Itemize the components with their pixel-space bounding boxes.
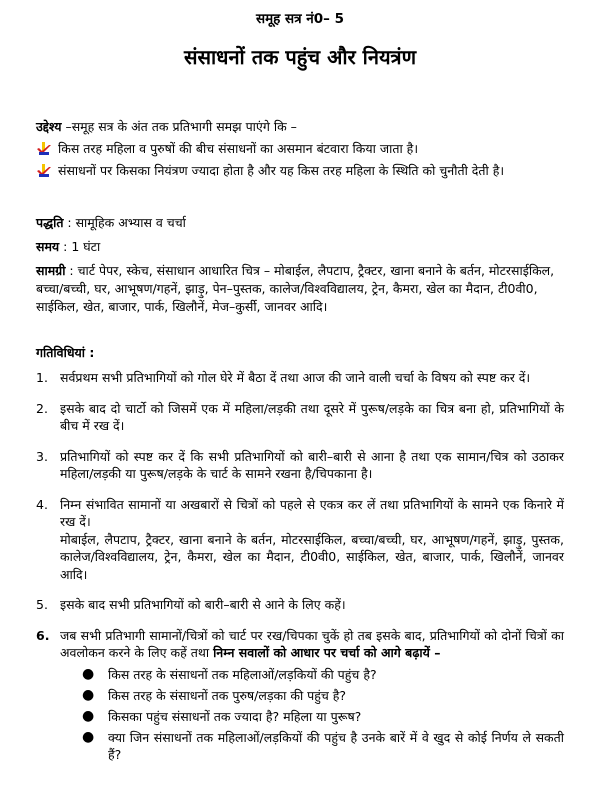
activity-item: [36, 596, 564, 614]
activity-item: [36, 496, 564, 584]
activity-number: 1.: [36, 370, 48, 385]
activity-number: 3.: [36, 448, 48, 464]
activity-number: 5.: [36, 597, 48, 612]
time-label: समय: [36, 239, 60, 254]
activity-text: इसके बाद सभी प्रतिभागियों को बारी–बारी से आने के लिए कहें।: [60, 597, 346, 612]
question-item: [82, 708, 564, 725]
objective-intro-text: –समूह सत्र के अंत तक प्रतिभागी समझ पाएंगे कि –: [61, 119, 297, 134]
bullet-dot-icon: ●: [82, 665, 95, 682]
activity-text: जब सभी प्रतिभागी सामानों/चित्रों को चार्ट पर रख/चिपका चुकें हो तब इसके बाद, प्रतिभागियों को दोनों चित्रों का अवलोकन करने के लिए कहें तथा: [60, 627, 564, 660]
activity-text: प्रतिभागियों को स्पष्ट कर दें कि सभी प्रतिभागियों को बारी–बारी से आना है तथा एक सामान/चित्र को उठाकर महिला/लड़की या पुरूष/लड़के के चार्ट के सामने रखना है/चिपकाना है।: [60, 448, 564, 481]
activity-text: निम्न संभावित सामानों या अखबारों से चित्रों को पहले से एकत्र कर लें तथा प्रतिभागियों के सामने एक किनारे में रख दें।: [60, 496, 564, 529]
checkmark-bullet-icon: [36, 142, 52, 156]
activities-section: [36, 344, 564, 767]
activity-item: [36, 369, 564, 387]
activity-bold-text: निम्न सवालों को आधार पर चर्चा को आगे बढ़ायें –: [213, 645, 441, 660]
activity-body: [60, 496, 564, 584]
activity-extra-text: मोबाईल, लैपटाप, ट्रैक्टर, खाना बनाने के बर्तन, मोटरसाईकिल, बच्चा/बच्ची, घर, आभूषण/गहनें, झाड़ु, पुस्तक, कालेज/विश्वविद्यालय, ट्रेन, कैमरा, खेल का मैदान, टी0वी0, साईकिल, खेत, बाजार, पार्क, खिलौनें, जानवर आदि।: [60, 531, 564, 582]
bullet-dot-icon: ●: [82, 686, 95, 703]
activity-text: सर्वप्रथम सभी प्रतिभागियों को गोल घेरे में बैठा दें तथा आज की जाने वाली चर्चा के विषय को स्पष्ट कर दें।: [60, 370, 531, 385]
objective-label: उद्देश्य: [36, 119, 62, 134]
question-item: [82, 729, 564, 763]
materials-value: : चार्ट पेपर, स्केच, संसाधान आधारित चित्र – मोबाईल, लैपटाप, ट्रैक्टर, खाना बनाने के बर्तन, मोटरसाईकिल, बच्चा/बच्ची, घर, आभूषण/गहनें, झाड़ु, पेन–पुस्तक, कालेज/विश्वविद्यालय, ट्रेन, कैमरा, खेल का मैदान, टी0वी0, साईकिल, खेत, बाजार, पार्क, खिलौनें, मेज–कुर्सी, जानवर आदि।: [36, 263, 555, 314]
objective-point-text: संसाधनों पर किसका नियंत्रण ज्यादा होता है और यह किस तरह महिला के स्थिति को चुनौती देती है।: [58, 163, 505, 178]
activity-number: 6.: [36, 627, 50, 643]
meta-section: [36, 214, 564, 316]
session-number: समूह सत्र नं0– 5: [255, 11, 345, 27]
objective-point: [36, 140, 564, 158]
method-row: [36, 214, 564, 232]
time-row: [36, 238, 564, 256]
objective-point: [36, 162, 564, 180]
activities-heading: गतिविधियां :: [36, 345, 95, 360]
bullet-dot-icon: ●: [82, 707, 95, 724]
activity-body: [60, 627, 564, 767]
method-value: : सामूहिक अभ्यास व चर्चा: [63, 215, 186, 230]
time-value: : 1 घंटा: [59, 239, 101, 254]
activity-text: इसके बाद दो चार्टो को जिसमें एक में महिला/लड़की तथा दूसरे में पुरूष/लड़के का चित्र बना हो, प्रतिभागियों के बीच में रख दें।: [60, 400, 564, 433]
question-text: किस तरह के संसाधनों तक पुरुष/लड़का की पहुंच है?: [108, 687, 347, 703]
discussion-questions: [82, 666, 564, 763]
activity-item: [36, 448, 564, 483]
objective-point-text: किस तरह महिला व पुरुषों की बीच संसाधनों का असमान बंटवारा किया जाता है।: [58, 141, 419, 156]
activities-list: [36, 369, 564, 767]
method-label: पद्धति: [36, 215, 64, 230]
question-item: [82, 687, 564, 704]
activity-item: [36, 627, 564, 767]
objective-intro: [36, 118, 564, 136]
bullet-dot-icon: ●: [82, 728, 95, 745]
question-text: किसका पहुंच संसाधनों तक ज्यादा है? महिला या पुरूष?: [108, 708, 362, 724]
activity-number: 2.: [36, 400, 48, 416]
activity-number: 4.: [36, 496, 48, 512]
objective-section: [36, 118, 564, 180]
question-text: क्या जिन संसाधनों तक महिलाओं/लड़कियों की पहुंच है उनके बारें में वे खुद से कोई निर्णय ले सकती हैं?: [108, 729, 564, 762]
materials-label: सामग्री: [36, 263, 66, 278]
page-title: संसाधनों तक पहुंच और नियत्रंण: [183, 45, 417, 69]
materials-row: [36, 262, 564, 316]
question-item: [82, 666, 564, 683]
question-text: किस तरह के संसाधनों तक महिलाओं/लड़कियों की पहुंच है?: [108, 666, 377, 682]
activity-item: [36, 400, 564, 435]
checkmark-bullet-icon: [36, 164, 52, 178]
